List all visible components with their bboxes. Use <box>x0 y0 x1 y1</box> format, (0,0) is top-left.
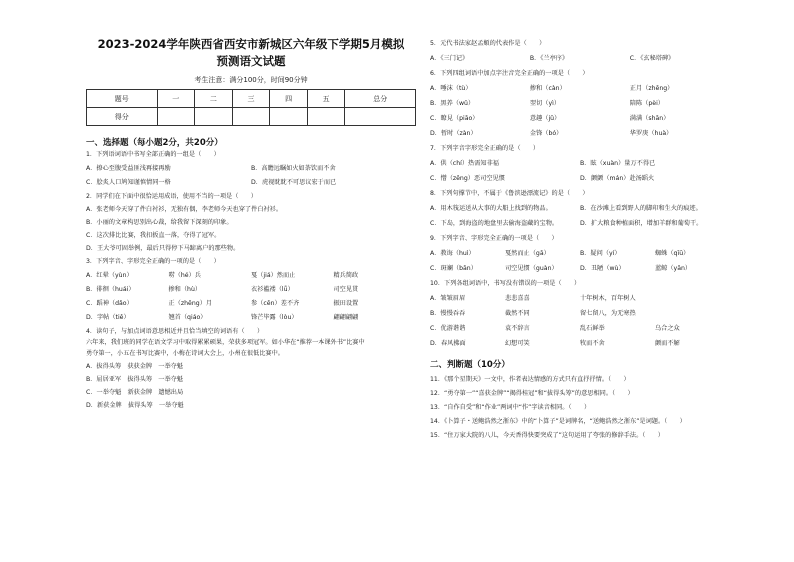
option-part: 振田设置 <box>333 300 359 307</box>
option-part: 乌合之众 <box>655 325 680 332</box>
score-cell[interactable] <box>232 108 270 126</box>
question-6-option-b[interactable] <box>430 100 730 108</box>
option-c[interactable]: C．下岛，到海盗的地盘里去偷海盗藏的宝物。 <box>430 220 559 227</box>
question-5-stem: 5．元代书法家赵孟頫的代表作是（ ） <box>430 40 546 47</box>
option-part: 悲悲喜喜 <box>505 295 530 302</box>
exam-title-line1: 2023-2024学年陕西省西安市新城区六年级下学期5月模拟 <box>97 37 405 51</box>
score-row-label: 得分 <box>87 108 158 126</box>
option-part: 衣衫褴褛（lǚ） <box>251 286 294 293</box>
option-part: 十年树木，百年树人 <box>580 295 636 302</box>
option-part: 留七留八，为无寒热 <box>580 310 636 317</box>
option-part: 正月（zhēng） <box>629 85 674 92</box>
option-part: C．蹈神（dǎo） <box>86 300 133 307</box>
option-part: A．皱皱眉眉 <box>430 295 466 302</box>
question-1-options-ab <box>86 165 416 173</box>
score-cell[interactable] <box>345 108 416 126</box>
option-part: A．教诲（huì） <box>430 250 475 257</box>
option-part: 翘首（qiáo） <box>168 314 207 321</box>
option-part: D．暂时（zàn） <box>430 130 477 137</box>
question-10-option-c[interactable] <box>430 325 730 333</box>
question-3-option-d[interactable] <box>86 314 416 322</box>
option-d[interactable]: D．虎视眈眈不可思议宏于而已 <box>251 179 337 186</box>
option-part: 袁不辞言 <box>505 325 530 332</box>
option-part: C．瞭見（piāo） <box>430 115 479 122</box>
question-8-options-ab <box>430 205 730 213</box>
question-1-stem: 1．下列语词语中书写全部正确的一组是（ ） <box>86 151 220 158</box>
option-b[interactable]: B．屈居亚军 拔得头筹 一举夺魁 <box>86 376 184 383</box>
question-1-options-cd <box>86 179 416 187</box>
option-part: A．红晕（yùn） <box>86 272 133 279</box>
question-10-option-d[interactable] <box>430 340 730 348</box>
option-d[interactable]: D．颤颤（mán）赴汤蹈火 <box>580 175 655 182</box>
score-table-score-row <box>87 108 416 126</box>
option-b[interactable]: B．在沙滩上看到野人的脚印和生火的痕迹。 <box>580 205 702 212</box>
option-part: 华罗庚（huà） <box>629 130 673 137</box>
question-6-option-a[interactable] <box>430 85 730 93</box>
question-11: 11．《那个星期天》一文中，作者表达情感的方式只有直抒抒情。（ ） <box>430 376 630 383</box>
score-header-cell: 二 <box>195 90 233 108</box>
option-part: B．慢慢吞吞 <box>430 310 466 317</box>
option-part: 掺和（hù） <box>168 286 202 293</box>
question-8-options-cd <box>430 220 730 228</box>
option-part: 乱石鲜举 <box>580 325 605 332</box>
option-part: 戛然而止（gā） <box>505 250 550 257</box>
question-3-option-c[interactable] <box>86 300 416 308</box>
question-9-options-cd[interactable] <box>430 265 730 273</box>
option-d[interactable]: D．扩大粮食种植面积，增加羊群和葡萄干。 <box>580 220 703 227</box>
question-3-stem: 3．下列字音、字形完全正确的一项的是（ ） <box>86 258 220 265</box>
option-d[interactable]: D．新获金牌 拔得头筹 一举夺魁 <box>86 402 184 409</box>
option-part: 翩翩翩翩 <box>333 314 359 321</box>
question-4-stem: 4．读句子，与加点词语意思相近并且恰当填空的词语有（ ） <box>86 328 264 335</box>
question-12: 12．“勇夺第一”“喜获金牌”“揭得桂冠”和“拔得头筹”的意思相同。（ ） <box>430 390 634 397</box>
option-part: 蜘蛛（qīū） <box>655 250 690 257</box>
question-4-passage-line2: 勇夺第一，小五在书写比赛中，小梅在诗词大会上，小州在很低比赛中。 <box>86 350 284 357</box>
score-header-cell: 题号 <box>87 90 158 108</box>
question-10-stem: 10．下列各组词语中，书写没有错误的一项是（ ） <box>430 280 581 287</box>
option-part: 参（cēn）差不齐 <box>251 300 300 307</box>
option-a[interactable]: A．拔得头筹 获获金牌 一举夺魁 <box>86 363 184 370</box>
score-header-cell: 四 <box>270 90 308 108</box>
section1-heading: 一、选择题（每小题2分，共20分） <box>86 138 223 148</box>
option-part: 戛（jiá）然而止 <box>251 272 296 279</box>
score-table <box>86 89 416 126</box>
option-part: 截然不同 <box>505 310 530 317</box>
question-10-option-b[interactable] <box>430 310 730 318</box>
option-part: 司空见惯（guàn） <box>505 265 558 272</box>
question-3-option-b[interactable] <box>86 286 416 294</box>
option-part: 精兵简政 <box>333 272 359 279</box>
question-7-options-ab <box>430 160 730 168</box>
question-3-option-a[interactable] <box>86 272 416 280</box>
option-part: 满满（shān） <box>629 115 670 122</box>
option-part: 唠（hé）兵 <box>168 272 201 279</box>
option-part: D．字帖（tiě） <box>86 314 130 321</box>
score-header-cell: 三 <box>232 90 270 108</box>
question-14: 14．《卜算子・送鲍浩然之浙东》中的“卜算子”是词牌名，“送鲍浩然之浙东”是词题。（ ） <box>430 418 686 425</box>
score-cell[interactable] <box>270 108 308 126</box>
question-5-options <box>430 55 730 63</box>
option-a[interactable]: A．《三门记》 <box>430 55 469 62</box>
score-cell[interactable] <box>157 108 195 126</box>
option-part: 锋芒毕露（lòu） <box>251 314 298 321</box>
score-cell[interactable] <box>195 108 233 126</box>
question-7-options-cd <box>430 175 730 183</box>
option-part: D．丑陋（wù） <box>580 265 625 272</box>
question-8-stem: 8．下列句撑节中，不属于《鲁滨逊漂流记》的是（ ） <box>430 190 589 197</box>
question-13: 13．“自作自受”和“作业”两词中“作”字读音相同。（ ） <box>430 404 591 411</box>
question-4-passage-line1: 六年来，我们班的同学在语文学习中取得累累硕果，荣获多项冠军。如小华在“推荐一本课外书”比赛中 <box>86 339 365 346</box>
option-part: 牧而不舍 <box>580 340 605 347</box>
question-6-stem: 6．下列四组词语中加点字注音完全正确的一项是（ ） <box>430 70 589 77</box>
option-part: 颤而不解 <box>655 340 680 347</box>
score-table-header-row <box>87 90 416 108</box>
option-part: 幻想可笑 <box>505 340 530 347</box>
option-a[interactable]: A．供（chí）热需知非福 <box>430 160 499 167</box>
question-10-option-a[interactable] <box>430 295 730 303</box>
score-header-cell: 一 <box>157 90 195 108</box>
question-2-stem: 2．同学们在下面中很恰运用成语，使用不当的一项是（ ） <box>86 193 257 200</box>
exam-notice: 考生注意：满分100分，时间90分钟 <box>194 76 308 84</box>
option-part: C．优游谐谐 <box>430 325 466 332</box>
question-7-stem: 7．下列字音字形完全正确的是（ ） <box>430 145 540 152</box>
exam-title-line2: 预测语文试题 <box>216 54 286 68</box>
option-b[interactable]: B．《兰亭序》 <box>529 55 569 62</box>
option-part: 陪陈（pèi） <box>629 100 664 107</box>
option-part: 蓝鲸（yān） <box>655 265 692 272</box>
question-9-stem: 9．下列字音、字形完全正确的一项是（ ） <box>430 235 558 242</box>
score-cell[interactable] <box>307 108 345 126</box>
option-a[interactable]: A．张老师今天穿了件白衬衫，无独有偶，李老师今天也穿了件白衬衫。 <box>86 206 283 213</box>
question-6-option-c[interactable] <box>430 115 730 123</box>
option-part: 掺和（càn） <box>529 85 566 92</box>
option-b[interactable]: B．小丽的文章构思别出心裁，给我留下深刻的印象。 <box>86 219 233 226</box>
score-header-cell: 总分 <box>345 90 416 108</box>
option-c[interactable]: C．《玄秘塔碑》 <box>629 55 675 62</box>
option-c[interactable]: C．一举夺魁 新获金牌 遗憾出局 <box>86 389 184 396</box>
option-part: D．春风拂面 <box>430 340 466 347</box>
option-b[interactable]: B．高瞻远瞩如火如荼饮而不舍 <box>251 165 336 172</box>
question-15: 15．“住万家大院的八儿，今天香得快要突成了”这句运用了夸张的修辞手法。（ ） <box>430 432 664 439</box>
question-9-options-ab[interactable] <box>430 250 730 258</box>
option-part: 金锋（bó） <box>529 130 563 137</box>
option-c[interactable]: C．这次排比比赛，我扣扳直一落，夺得了冠军。 <box>86 232 221 239</box>
right-column <box>430 36 730 446</box>
question-6-option-d[interactable] <box>430 130 730 138</box>
option-d[interactable]: D．王大爷可固举例，最后只得停下马蹄离户的那些物。 <box>86 245 240 252</box>
option-part: 意趣（jǔ） <box>529 115 561 122</box>
score-header-cell: 五 <box>307 90 345 108</box>
option-b[interactable]: B．眩（xuàn）量万不得已 <box>580 160 656 167</box>
option-part: B．徘徊（huái） <box>86 286 135 293</box>
section2-heading: 二、判断题（10分） <box>430 360 510 370</box>
option-c[interactable]: C．脍炙人口鸠知谨慎情同一格 <box>86 179 171 186</box>
option-part: C．斑斓（bān） <box>430 265 477 272</box>
option-a[interactable]: A．用木筏运送从大事的大船上找到的物品。 <box>430 205 552 212</box>
option-part: 正（zhēng）月 <box>168 300 213 307</box>
option-part: B．疑问（yí） <box>580 250 621 257</box>
left-column <box>86 36 416 415</box>
option-part: 翌切（yì） <box>529 100 561 107</box>
option-a[interactable]: A．撩心至腹受益匪浅再接再励 <box>86 165 171 172</box>
option-part: 司空见贯 <box>333 286 359 293</box>
option-part: B．黑养（wǔ） <box>430 100 475 107</box>
option-part: A．唾沫（tù） <box>430 85 472 92</box>
option-c[interactable]: C．憎（zēng）恶司空见惯 <box>430 175 505 182</box>
